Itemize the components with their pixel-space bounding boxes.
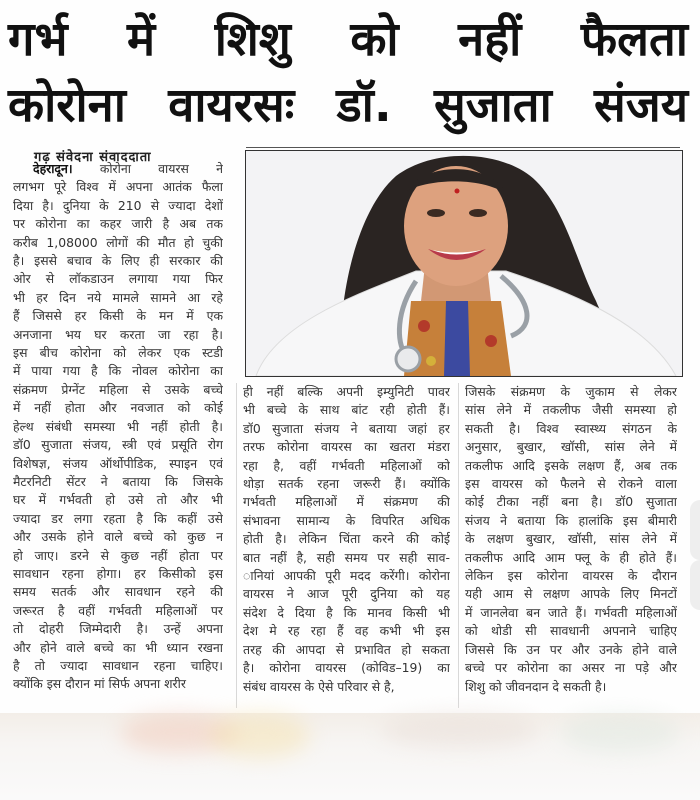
article-line: भी हर दिन नये मामले सामने आ रहे — [13, 289, 223, 305]
article-line: घर में गर्भवती हो उसे तो और भी — [13, 492, 223, 508]
article-line: इस बीच कोरोना को लेकर एक स्टडी — [13, 345, 223, 361]
article-line: रहा है, वहीं गर्भवती महिलाओं को — [243, 457, 450, 473]
article-line: तरह की आपदा से प्रभावित हो सकता — [243, 641, 450, 657]
article-line: समय सतर्क और सावधान रहने की — [13, 584, 223, 600]
article-line: बात नहीं है, सही समय पर सही साव- — [243, 549, 450, 565]
article-line: थोड़ा सतर्क रहना जरूरी हैं। क्योंकि — [243, 476, 450, 492]
article-line: वायरस ने आज पूरी दुनिया को यह — [243, 586, 450, 602]
kurta-placket — [444, 301, 470, 376]
headline-word: को — [350, 12, 399, 67]
article-line-text: कोरोना वायरस ने — [72, 161, 223, 176]
headline-word: फैलता — [580, 12, 688, 67]
stethoscope-chestpiece — [396, 347, 420, 371]
article-line: में जानलेवा बन जाते हैं। गर्भवती महिलाओं — [465, 604, 677, 620]
article-line: सकती है। विश्व स्वास्थ्य संगठन के — [465, 420, 677, 436]
article-line: लेकिन इस कोरोना वायरस के दौरान — [465, 568, 677, 584]
article-line: तो दोहरी जिम्मेदारी है। उन्हें अपना — [13, 621, 223, 637]
article-line: होती है। लेकिन चिंता करने की कोई — [243, 531, 450, 547]
article-line: यही आम से लक्षण आपके लिए मिनटों — [465, 586, 677, 602]
column-divider — [236, 383, 237, 708]
byline-rule — [246, 147, 680, 148]
article-line: ज्यादा डर लगा रहता है कि कहीं उसे — [13, 510, 223, 526]
article-line: और उसके होने वाले बच्चे को कुछ न — [13, 529, 223, 545]
article-line: डॉ0 सुजाता संजय ने बताया जहां हर — [243, 420, 450, 436]
article-line: है। इससे बचाव के लिए ही सरकार की — [13, 253, 223, 269]
article-line: बच्चे पर कोरोना का असर ना पड़े और — [465, 660, 677, 676]
article-line: गर्भवती महिलाओं में संक्रमण की — [243, 494, 450, 510]
article-line: ओर से लॉकडाउन लगाया गया फिर — [13, 271, 223, 287]
article-column-3 — [465, 383, 677, 696]
article-line: शिशु को जीवनदान दे सकती है। — [465, 678, 607, 694]
headline-word: गर्भ — [8, 12, 68, 67]
portrait-illustration — [246, 151, 682, 376]
article-line: सावधान रहना होगा। हर किसीको इस — [13, 565, 223, 581]
article-line: जिससे कि उन पर और उनके होने वाले — [465, 641, 677, 657]
article-line: जरूरत है वहीं गर्भवती महिलाओं पर — [13, 602, 223, 618]
byline: गढ़ संवेदना संवाददाता — [34, 150, 152, 165]
article-line: दिया है। दुनिया के 210 से ज्यादा देशों — [13, 197, 223, 213]
article-line: लगभग पूरे विश्व में अपना आतंक फैला — [13, 179, 223, 195]
article-line: संबंध वायरस के ऐसे परिवार से है, — [243, 678, 395, 694]
doctor-photo — [245, 150, 683, 377]
article-line: करीब 1,08000 लोगों की मौत हो चुकी — [13, 234, 223, 250]
column-divider — [458, 383, 459, 708]
article-line: अनुसार, बुखार, खॉसी, सांस लेने में — [465, 439, 677, 455]
article-line: के लक्षण बुखार, खॉसी, सांस लेने में — [465, 531, 677, 547]
article-line: तरफ कोरोना वायरस का खतरा मंडरा — [243, 439, 450, 455]
headline-word: कोरोना — [8, 78, 126, 133]
article-line: सांस लेने में तकलीफ जैसी समस्या हो — [465, 402, 677, 418]
page-edge-shadow — [690, 560, 700, 610]
article-line: को थोडी सी सावधानी अपनाने चाहिए — [465, 623, 677, 639]
headline-word: डॉ. — [336, 78, 392, 133]
article-line: और होने वाले बच्चे का भी ध्यान रखना — [13, 639, 223, 655]
article-line: है तो ज्यादा सावधान रहना चाहिए। — [13, 657, 223, 673]
article-line: हो जाए। डरने से कुछ नहीं होता पर — [13, 547, 223, 563]
article-line: अनजाना भय घर करता जा रहा है। — [13, 326, 223, 342]
headline-word: सुजाता — [433, 78, 552, 133]
article-column-1 — [13, 160, 223, 694]
article-line: है। कोरोना वायरस (कोविड–19) का — [243, 660, 450, 676]
dateline: देहरादून। — [33, 161, 73, 176]
article-line: देश मे रह रहा हैं वह कभी भी इस — [243, 623, 450, 639]
article-line: ानियां आपकी पूरी मदद करेंगी। कोरोना — [243, 568, 450, 584]
article-line: इस वायरस को फैलने से रोकने वाला — [465, 476, 677, 492]
article-line: मैटरनिटी सेंटर ने बताया कि जिसके — [13, 473, 223, 489]
article-line: संजय ने बताया कि हालांकि इस बीमारी — [465, 512, 677, 528]
article-line: तकलीफ आदि आम फ्लू के ही होते हैं। — [465, 549, 677, 565]
article-line: क्योंकि इस दौरान मां सिर्फ अपना शरीर — [13, 676, 186, 692]
article-line: कोई टीका नहीं बना है। डॉ0 सुजाता — [465, 494, 677, 510]
article-line: संक्रमण प्रेग्नेंट महिला से उसके बच्चे — [13, 381, 223, 397]
article-line: जिसके संक्रमण के जुकाम से लेकर — [465, 384, 677, 399]
article-line: में पाया गया है कि नोवल कोरोना का — [13, 363, 223, 379]
headline-line-2 — [8, 76, 688, 136]
article-line: में नहीं होता और नवजात को कोई — [13, 400, 223, 416]
article-line: डॉ0 सुजाता संजय, स्त्री एवं प्रसूति रोग — [13, 437, 223, 453]
headline-word: नहीं — [458, 12, 522, 67]
article-line: हैं जिससे हर किसी के मन में एक — [13, 308, 223, 324]
headline-word: में — [127, 12, 156, 67]
blur-blob — [560, 713, 680, 753]
article-line: हेल्थ संबंधी समस्या भी नहीं होती है। — [13, 418, 223, 434]
headline-word: वायरसः — [168, 78, 295, 133]
article-line: भी बच्चे के साथ बांट रही होती हैं। — [243, 402, 450, 418]
headline-line-1 — [8, 10, 688, 70]
headline-word: शिशु — [214, 12, 291, 67]
bindi — [455, 189, 460, 194]
article-line: ही नहीं बल्कि अपनी इम्युनिटी पावर — [243, 384, 450, 399]
article-line: विशेषज्ञ, संजय ऑर्थोपीडिक, स्पाइन एवं — [13, 455, 223, 471]
article-line: संभावना सामान्य के विपरित अधिक — [243, 512, 450, 528]
blurred-background — [0, 713, 700, 800]
blur-blob — [210, 713, 310, 758]
article-line: तकलीफ आदि इसके लक्षण हैं, अब तक — [465, 457, 677, 473]
article-line: संदेश दे दिया है कि मानव किसी भी — [243, 604, 450, 620]
article-column-2 — [243, 383, 450, 696]
article-line: पर कोरोना का कहर जारी है अब तक — [13, 216, 223, 232]
headline-word: संजय — [594, 78, 688, 133]
page-edge-shadow — [690, 500, 700, 560]
article-line — [13, 160, 223, 178]
blur-blob — [380, 713, 540, 748]
